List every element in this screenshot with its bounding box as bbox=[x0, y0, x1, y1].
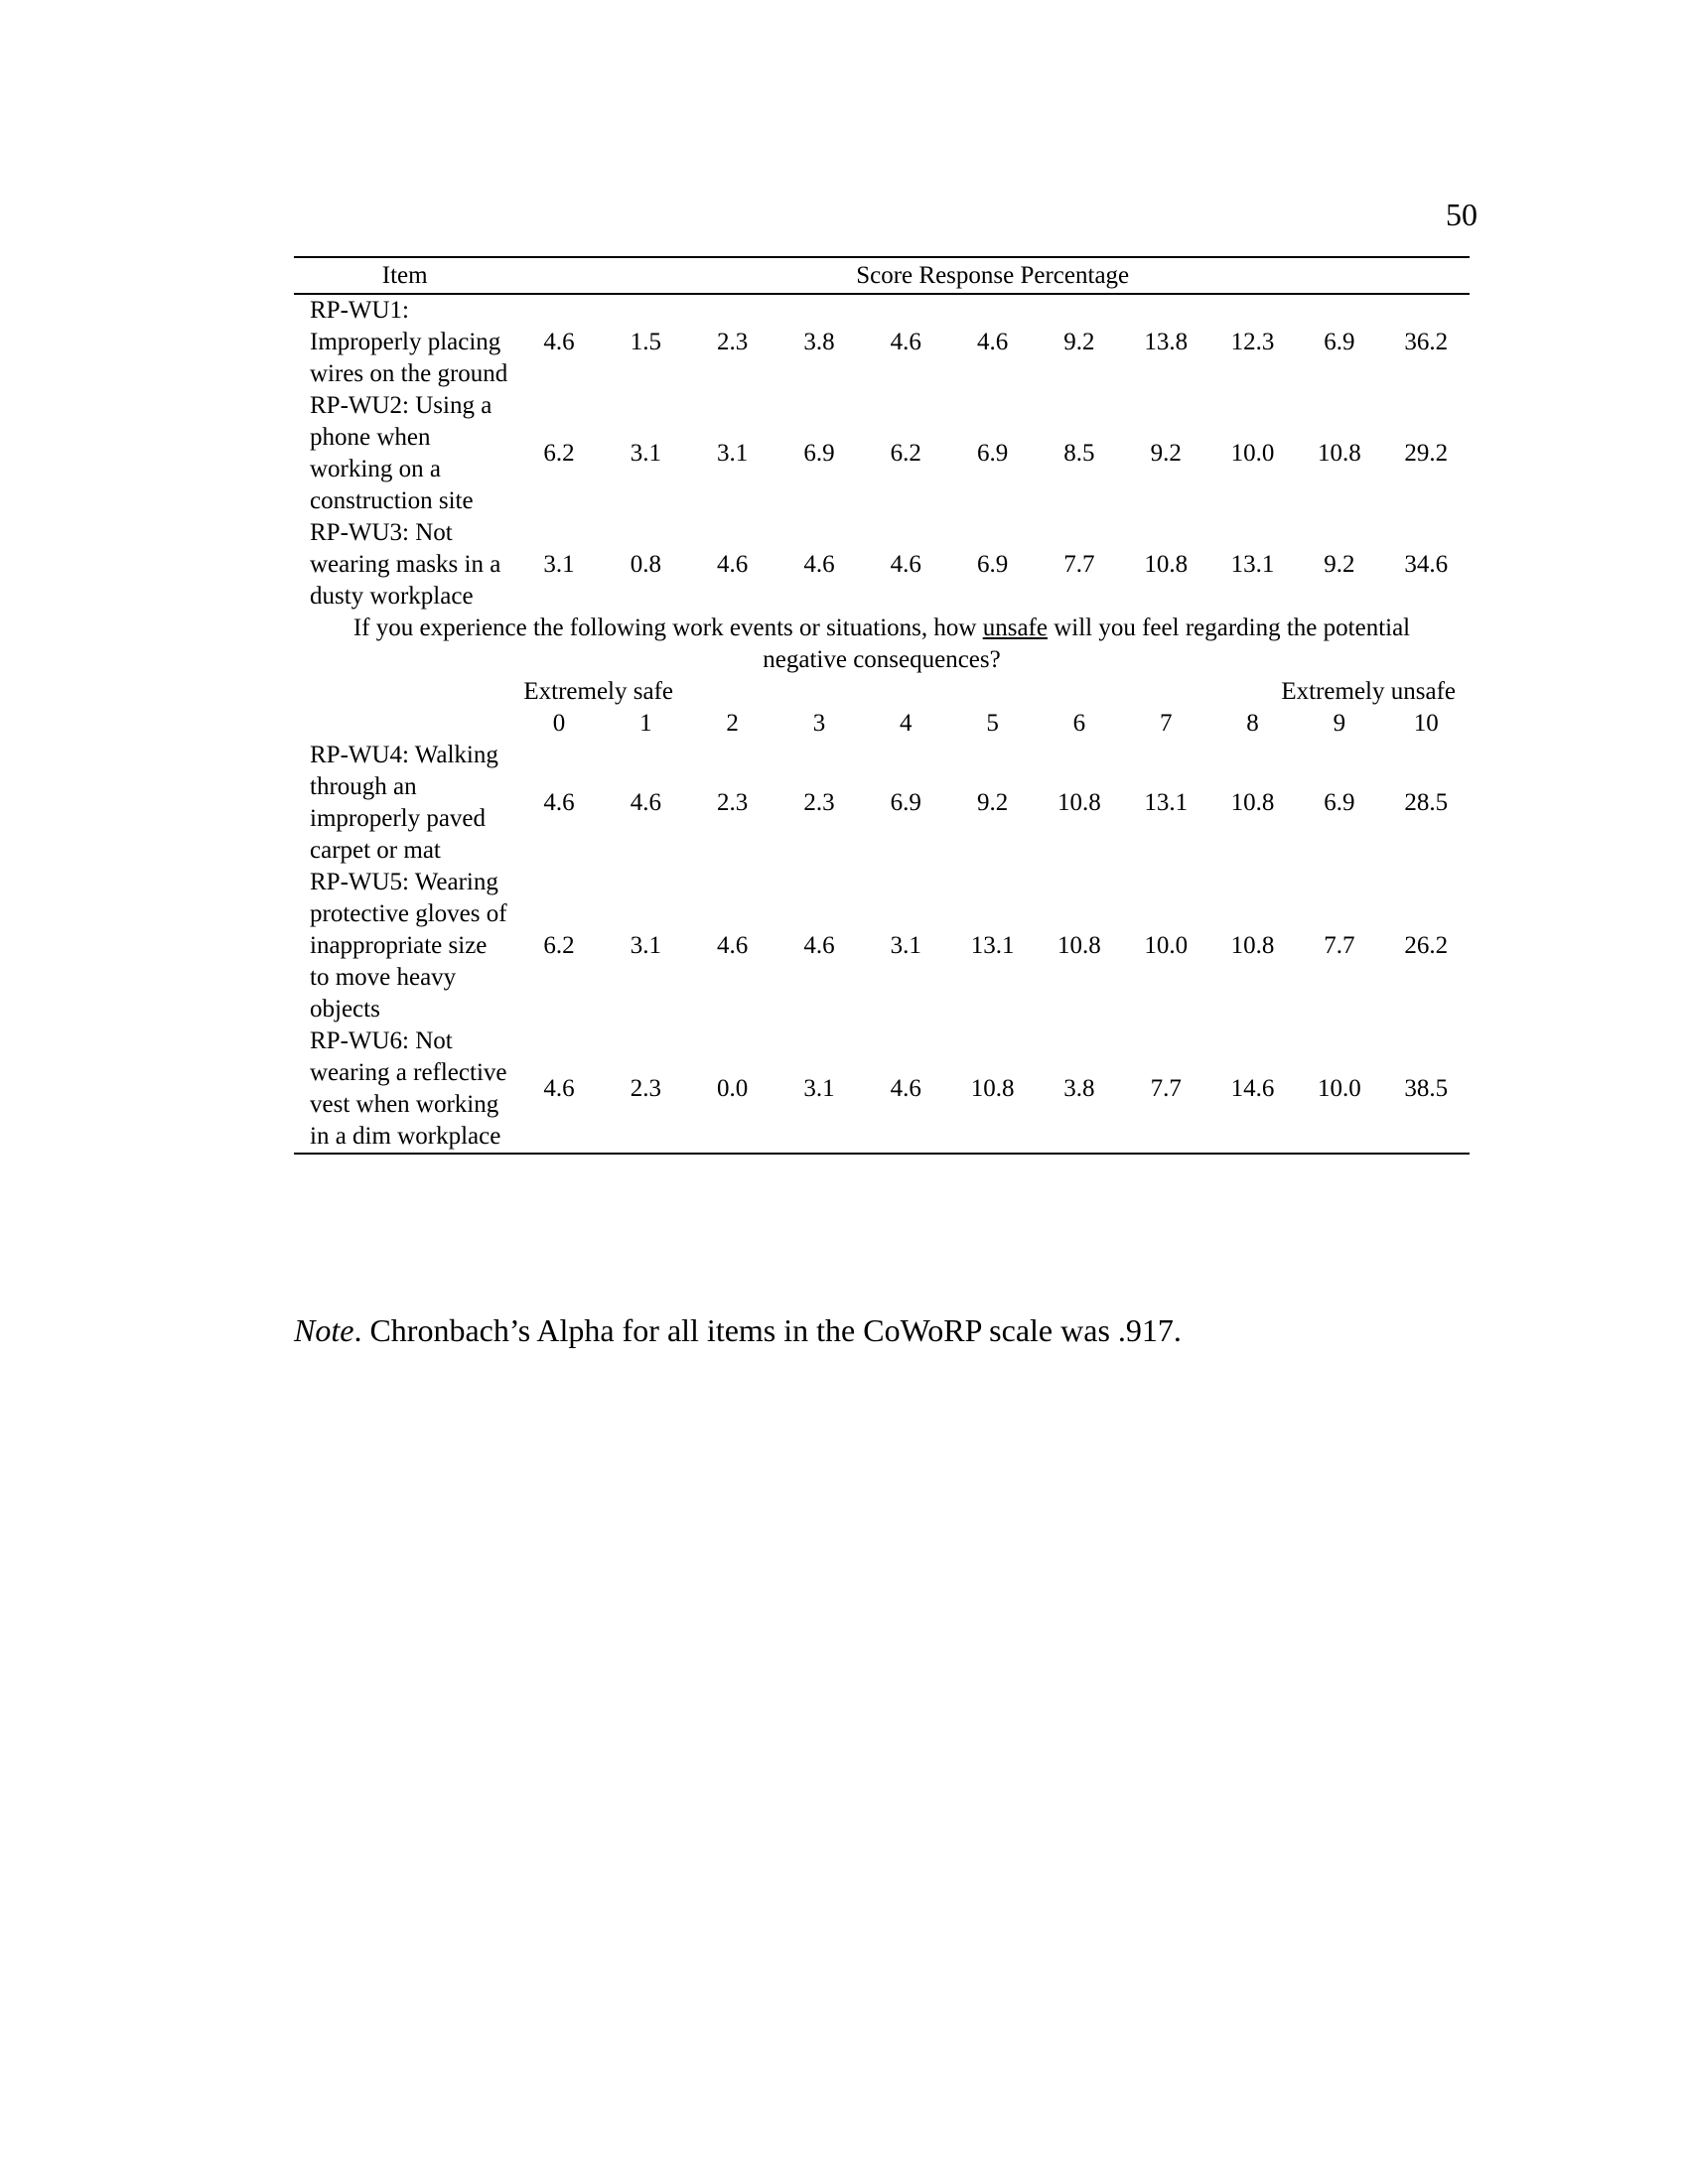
anchor-extremely-safe: Extremely safe bbox=[523, 678, 673, 705]
score-cell: 4.6 bbox=[717, 551, 749, 578]
item-label: RP-WU4: Walking through an improperly paved carpet or mat bbox=[310, 742, 498, 864]
score-cell: 9.2 bbox=[1063, 329, 1095, 355]
score-cell: 26.2 bbox=[1404, 932, 1449, 959]
scale-numbers-row bbox=[294, 708, 1470, 740]
score-cell: 36.2 bbox=[1404, 329, 1449, 355]
score-cell: 4.6 bbox=[630, 789, 661, 816]
table-row bbox=[294, 740, 1470, 867]
score-cell: 4.6 bbox=[543, 789, 575, 816]
score-cell: 7.7 bbox=[1123, 1025, 1209, 1154]
score-cell: 38.5 bbox=[1383, 1025, 1471, 1154]
anchor-spacer bbox=[294, 676, 515, 708]
score-cell: 14.6 bbox=[1209, 1025, 1296, 1154]
score-cell: 4.6 bbox=[803, 551, 835, 578]
score-cell: 13.8 bbox=[1144, 329, 1189, 355]
anchor-gap bbox=[775, 676, 1209, 708]
score-cell: 9.2 bbox=[1324, 551, 1355, 578]
score-response-table bbox=[294, 256, 1470, 1155]
score-cell: 10.0 bbox=[1296, 1025, 1382, 1154]
note-text: . Chronbach’s Alpha for all items in the CoWoRP scale was .917. bbox=[353, 1312, 1182, 1348]
question-row bbox=[294, 613, 1470, 676]
note-label: Note bbox=[294, 1312, 354, 1348]
score-cell: 3.1 bbox=[717, 440, 749, 467]
score-cell: 2.3 bbox=[717, 329, 749, 355]
score-cell: 10.0 bbox=[1144, 932, 1189, 959]
table-row bbox=[294, 294, 1470, 390]
item-label: RP-WU2: Using a phone when working on a construction site bbox=[310, 392, 492, 514]
score-cell: 29.2 bbox=[1404, 440, 1449, 467]
scale-number: 6 bbox=[1072, 710, 1086, 737]
score-cell: 6.9 bbox=[803, 440, 835, 467]
score-cell: 4.6 bbox=[717, 932, 749, 959]
score-cell: 4.6 bbox=[976, 329, 1009, 355]
scale-spacer bbox=[294, 708, 515, 740]
score-cell: 10.8 bbox=[1057, 789, 1101, 816]
score-cell: 4.6 bbox=[890, 551, 921, 578]
score-cell: 10.8 bbox=[1317, 440, 1361, 467]
score-cell: 9.2 bbox=[1150, 440, 1182, 467]
score-cell: 4.6 bbox=[863, 1025, 949, 1154]
table-row bbox=[294, 390, 1470, 517]
score-cell: 13.1 bbox=[1144, 789, 1189, 816]
score-cell: 4.6 bbox=[803, 932, 835, 959]
score-cell: 10.8 bbox=[1230, 932, 1275, 959]
score-cell: 3.1 bbox=[630, 932, 661, 959]
score-cell: 4.6 bbox=[543, 329, 575, 355]
score-cell: 0.0 bbox=[689, 1025, 775, 1154]
score-cell: 6.9 bbox=[890, 789, 921, 816]
score-cell: 2.3 bbox=[603, 1025, 689, 1154]
score-cell: 6.2 bbox=[543, 932, 575, 959]
scale-number: 2 bbox=[726, 710, 739, 737]
scale-number: 9 bbox=[1333, 710, 1346, 737]
scale-anchor-row bbox=[294, 676, 1470, 708]
score-cell: 0.8 bbox=[630, 551, 661, 578]
score-cell: 1.5 bbox=[630, 329, 661, 355]
score-cell: 7.7 bbox=[1063, 551, 1095, 578]
score-cell: 10.8 bbox=[1057, 932, 1101, 959]
score-response-table-container bbox=[294, 256, 1470, 1155]
question-before: If you experience the following work events or situations, how bbox=[352, 614, 983, 641]
item-label: RP-WU6: Not wearing a reflective vest when working in a dim workplace bbox=[294, 1025, 515, 1154]
scale-number: 3 bbox=[812, 710, 826, 737]
score-cell: 13.1 bbox=[1230, 551, 1275, 578]
score-cell: 4.6 bbox=[515, 1025, 602, 1154]
score-cell: 6.9 bbox=[976, 551, 1009, 578]
question-after: will you feel regarding the potential negative consequences? bbox=[763, 614, 1411, 673]
score-cell: 10.0 bbox=[1230, 440, 1275, 467]
score-cell: 7.7 bbox=[1324, 932, 1355, 959]
scale-number: 7 bbox=[1159, 710, 1173, 737]
scale-number: 5 bbox=[986, 710, 999, 737]
question-underlined-word: unsafe bbox=[982, 614, 1048, 641]
score-cell: 3.8 bbox=[803, 329, 835, 355]
score-cell: 3.1 bbox=[630, 440, 661, 467]
table-note bbox=[294, 1310, 1182, 1350]
score-cell: 10.8 bbox=[949, 1025, 1036, 1154]
item-label: RP-WU1: Improperly placing wires on the ground bbox=[310, 297, 508, 387]
score-cell: 12.3 bbox=[1230, 329, 1275, 355]
score-cell: 6.2 bbox=[890, 440, 921, 467]
score-cell: 34.6 bbox=[1404, 551, 1449, 578]
anchor-extremely-unsafe: Extremely unsafe bbox=[1281, 678, 1456, 705]
page-number: 50 bbox=[1446, 197, 1477, 232]
score-cell: 6.9 bbox=[976, 440, 1009, 467]
score-cell: 3.1 bbox=[543, 551, 575, 578]
score-cell: 6.9 bbox=[1324, 329, 1355, 355]
item-column-header: Item bbox=[294, 257, 515, 294]
score-cell: 8.5 bbox=[1063, 440, 1095, 467]
table-row bbox=[294, 867, 1470, 1025]
score-cell: 3.1 bbox=[890, 932, 921, 959]
score-cell: 3.1 bbox=[775, 1025, 862, 1154]
question-text bbox=[294, 613, 1470, 676]
item-label: RP-WU3: Not wearing masks in a dusty workplace bbox=[310, 519, 501, 610]
score-column-header: Score Response Percentage bbox=[515, 257, 1470, 294]
scale-number: 10 bbox=[1413, 710, 1439, 737]
score-cell: 6.9 bbox=[1324, 789, 1355, 816]
item-label: RP-WU5: Wearing protective gloves of inappropriate size to move heavy objects bbox=[310, 869, 507, 1023]
table-row bbox=[294, 1025, 1470, 1154]
table-header-row bbox=[294, 257, 1470, 294]
scale-number: 0 bbox=[552, 710, 566, 737]
scale-number: 4 bbox=[900, 710, 913, 737]
table-body bbox=[294, 294, 1470, 1154]
score-cell: 9.2 bbox=[976, 789, 1009, 816]
score-cell: 2.3 bbox=[717, 789, 749, 816]
score-cell: 28.5 bbox=[1404, 789, 1449, 816]
score-cell: 10.8 bbox=[1230, 789, 1275, 816]
scale-number: 8 bbox=[1246, 710, 1259, 737]
score-cell: 3.8 bbox=[1036, 1025, 1122, 1154]
score-cell: 4.6 bbox=[890, 329, 921, 355]
score-cell: 13.1 bbox=[970, 932, 1015, 959]
table-row bbox=[294, 517, 1470, 613]
scale-number: 1 bbox=[639, 710, 652, 737]
score-cell: 6.2 bbox=[543, 440, 575, 467]
score-cell: 2.3 bbox=[803, 789, 835, 816]
score-cell: 10.8 bbox=[1144, 551, 1189, 578]
